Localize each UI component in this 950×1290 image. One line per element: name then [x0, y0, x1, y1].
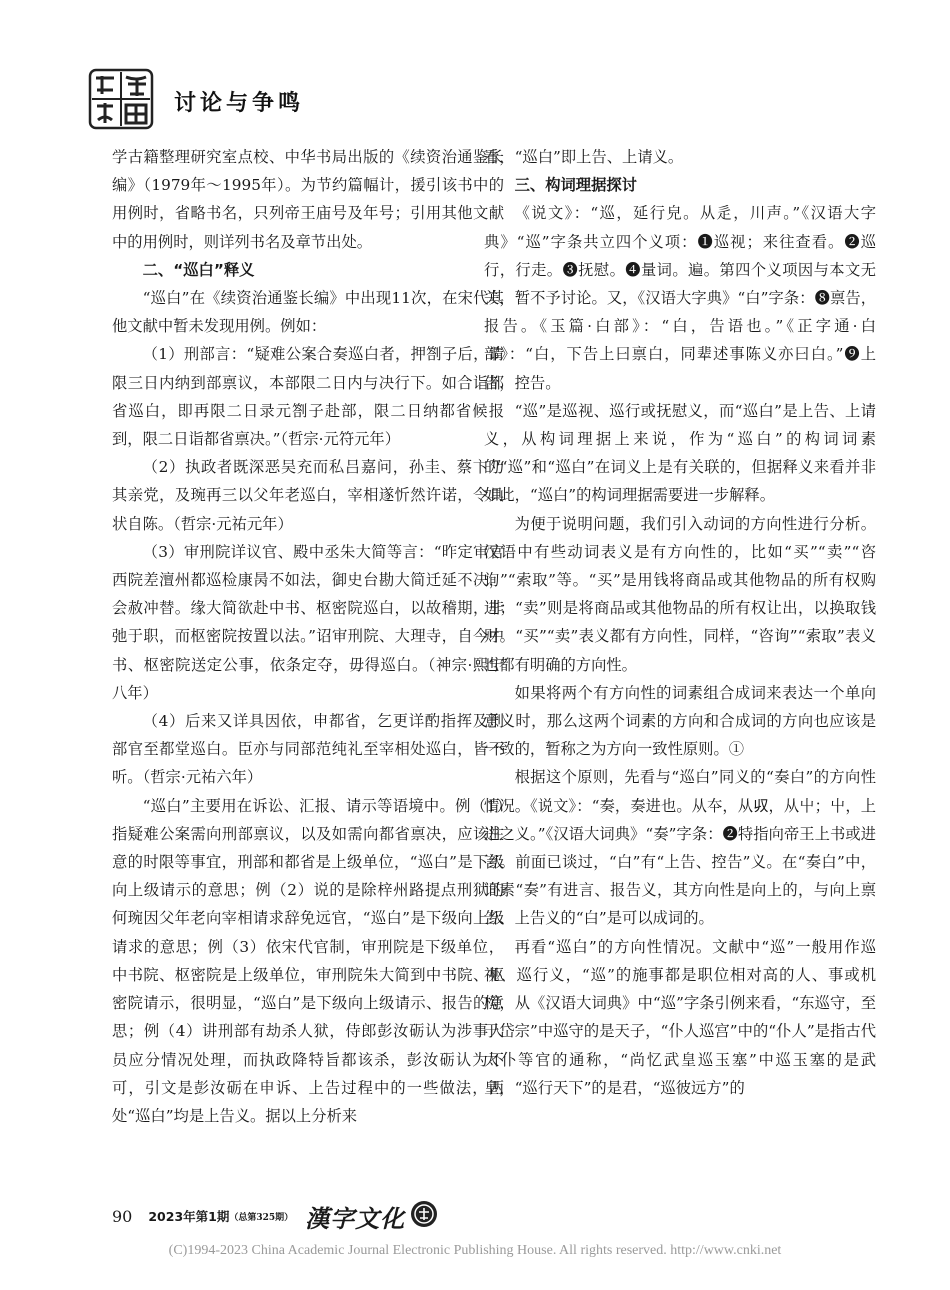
- page-number: 90: [112, 1206, 133, 1226]
- paragraph: 学古籍整理研究室点校、中华书局出版的《续资治通鉴长编》（1979年～1995年）。为节约篇幅计，援引该书中的用例时，省略书名，只列帝王庙号及年号；引用其他文献中的用例时，则详列书名及章节出处。: [112, 148, 504, 251]
- section-heading: 三、构词理据探讨: [514, 176, 637, 195]
- paragraph: （4）后来又详具因依，申都省，乞更详酌指挥及刑部官至都堂巡白。臣亦与同部范纯礼至宰相处巡白，皆不听。（哲宗·元祐六年）: [112, 712, 504, 787]
- journal-logo: [88, 68, 154, 130]
- paragraph: “巡”是巡视、巡行或抚慰义，而“巡白”是上告、上请义，从构词理据上来说，作为“巡白”的构词词素的“巡”和“巡白”在词义上是有关联的，但据释义来看并非如此，“巡白”的构词理据需要进一步解释。: [484, 401, 876, 505]
- paragraph: 根据这个原则，先看与“巡白”同义的“奏白”的方向性情况。《说文》：“奏，奏进也。从夲，从𠬞，从屮；屮，上进之义。”《汉语大词典》“奏”字条：❷特指向帝王上书或进言。前面已谈过，“白”有“上告、控告”义。在“奏白”中，词素“奏”有进言、报告义，其方向性是向上的，与向上禀告、上告义的“白”是可以成词的。: [484, 768, 876, 928]
- paragraph: （2）执政者既深恶吴充而私吕嘉问，孙圭、蔡卞乃其亲党，及琬再三以父年老巡白，宰相遂忻然许诺，令具状自陈。（哲宗·元祐元年）: [112, 458, 504, 533]
- paragraph: （3）审刑院详议官、殿中丞朱大简等言：“昨定审官西院差澶州都巡检康昺不如法，御史台勘大简迁延不决，会赦冲替。缘大简欲赴中书、枢密院巡白，以故稽期，非弛于职，而枢密院按置以法。”诏审刑院、大理寺，自今中书、枢密院送定公事，依条定夺，毋得巡白。（神宗·熙宁八年）: [112, 542, 504, 702]
- paragraph: 如果将两个有方向性的词素组合成词来表达一个单向意义时，那么这两个词素的方向和合成词的方向也应该是一致的，暂称之为方向一致性原则。①: [484, 683, 876, 759]
- issue-label: 2023年第1期: [148, 1209, 230, 1224]
- paragraph: “巡白”主要用在诉讼、汇报、请示等语境中。例（1）指疑难公案需向刑部禀议，以及如需向都省禀决，应该注意的时限等事宜，刑部和都省是上级单位，“巡白”是下级向上级请示的意思；例（2）说的是除梓州路提点刑狱的何琬因父年老向宰相请求辞免远官，“巡白”是下级向上级请求的意思；例（3）依宋代官制，审刑院是下级单位，中书院、枢密院是上级单位，审刑院朱大简到中书院、枢密院请示，很明显，“巡白”是下级向上级请示、报告的意思；例（4）讲刑部有劫杀人狱，侍郎彭汝砺认为涉事人员应分情况处理，而执政降特旨都该杀，彭汝砺认为不可，引文是彭汝砺在申诉、上告过程中的一些做法，两处“巡白”均是上告义。据以上分析来: [112, 796, 504, 1125]
- section-title: 讨论与争鸣: [174, 91, 305, 116]
- section-heading: 二、“巡白”释义: [142, 260, 255, 279]
- paragraph: 为便于说明问题，我们引入动词的方向性进行分析。汉语中有些动词表义是有方向性的，比如“买”“卖”“咨询”“索取”等。“买”是用钱将商品或其他物品的所有权购进；“卖”则是将商品或其他物品的所有权让出，以换取钱财。“买”“卖”表义都有方向性，同样，“咨询”“索取”表义也都有明确的方向性。: [484, 514, 876, 674]
- issue-total-label: （总第325期）: [229, 1212, 294, 1223]
- seal-icon: [409, 1199, 439, 1233]
- journal-logo-icon: [88, 68, 154, 130]
- paragraph: （1）刑部言：“疑难公案合奏巡白者，押劄子后，请限三日内纳到部禀议，本部限二日内与决行下。如合诣都省巡白，即再限二日录元劄子赴部，限二日纳都省候报到，限二日诣都省禀决。”（哲宗·元符元年）: [112, 345, 504, 449]
- right-column: [484, 143, 876, 1102]
- paragraph: “巡白”在《续资治通鉴长编》中出现11次，在宋代其他文献中暂未发现用例。例如：: [112, 289, 504, 336]
- paragraph: 看，“巡白”即上告、上请义。: [484, 148, 684, 166]
- paragraph: 《说文》：“巡，延行皃。从辵，川声。”《汉语大字典》“巡”字条共立四个义项：❶巡视；来往查看。❷巡行，行走。❸抚慰。❹量词。遍。第四个义项因与本文无关，暂不予讨论。又，《汉语大字典》“白”字条：❽禀告，报告。《玉篇·白部》：“白，告语也。”《正字通·白部》：“白，下告上曰禀白，同辈述事陈义亦曰白。”❾上告，控告。: [484, 204, 876, 392]
- journal-name: 漢字文化: [305, 1203, 406, 1233]
- paragraph: 再看“巡白”的方向性情况。文献中“巡”一般用作巡视、巡行义，“巡”的施事都是职位相对高的人、事或机构，从《汉语大词典》中“巡”字条引例来看，“东巡守，至于岱宗”中巡守的是天子，“仆人巡宫”中的“仆人”是指古代太仆等官的通称，“尚忆武皇巡玉塞”中巡玉塞的是武皇，“巡行天下”的是君，“巡彼远方”的: [484, 937, 876, 1097]
- copyright-notice: (C)1994-2023 China Academic Journal Electronic Publishing House. All rights reserved. http://www.cnki.net: [168, 1243, 782, 1258]
- left-column: [112, 143, 504, 1130]
- page-footer: [112, 1196, 452, 1236]
